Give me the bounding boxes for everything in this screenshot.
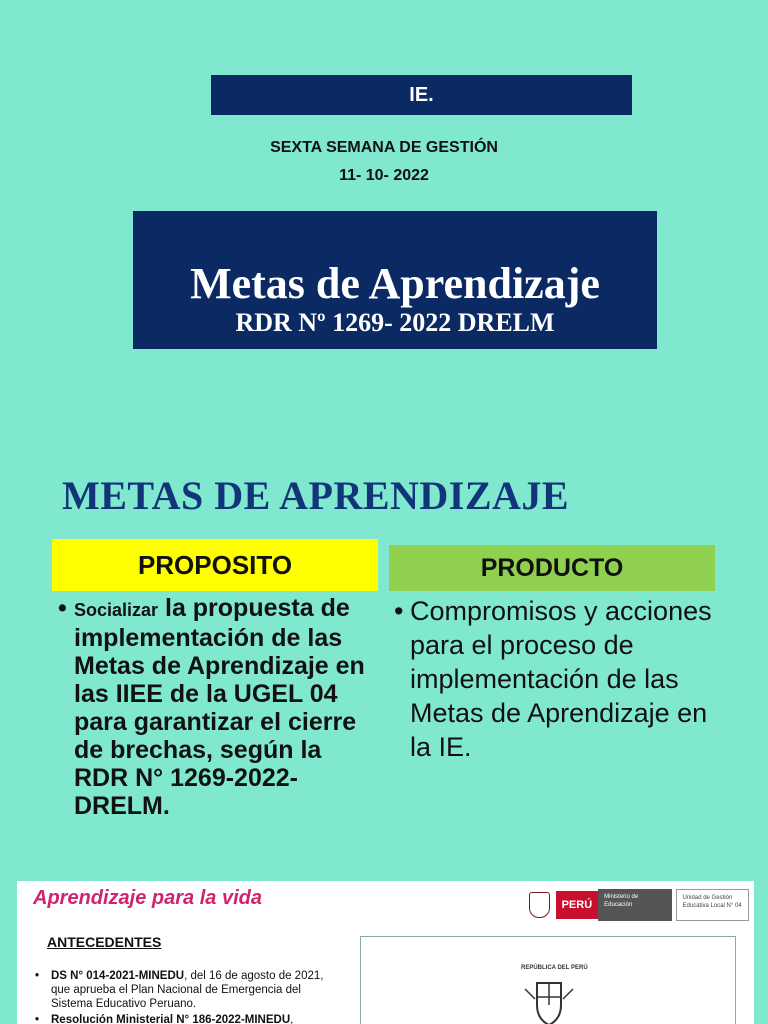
item-lead: DS N° 014-2021-MINEDU (51, 970, 185, 982)
title-box (133, 211, 657, 349)
main-subtitle: RDR Nº 1269- 2022 DRELM (235, 308, 555, 337)
proposito-lead: Socializar (74, 600, 159, 620)
proposito-bullet (58, 594, 378, 820)
item-text: , (290, 1014, 294, 1024)
document-logos (529, 888, 749, 922)
proposito-header (52, 539, 378, 591)
producto-bullet (394, 594, 724, 764)
ugel-logo: Unidad de Gestión Educativa Local N° 04 (676, 889, 750, 921)
producto-text: Compromisos y acciones para el proceso de implementación de las Metas de Aprendizaje en la IE. (410, 596, 712, 762)
bullet-icon: • (35, 970, 40, 982)
embedded-document (17, 881, 754, 1024)
producto-label: PRODUCTO (480, 553, 624, 582)
item-text: , del 16 de agosto de 2021, que aprueba el Plan Nacional de Emergencia del Sistema Educativo Peruano. (51, 970, 324, 1010)
document-slogan: Aprendizaje para la vida (33, 887, 262, 909)
peru-logo: PERÚ (556, 891, 599, 919)
crest-label: REPÚBLICA DEL PERÚ (521, 965, 588, 971)
item-lead: Resolución Ministerial N° 186-2022-MINEDU (51, 1014, 291, 1024)
bullet-icon: • (394, 596, 404, 626)
section-heading: METAS DE APRENDIZAJE (62, 473, 570, 518)
ie-label: IE. (409, 83, 434, 106)
bullet-icon: • (35, 1014, 40, 1024)
week-line: SEXTA SEMANA DE GESTIÓN (270, 139, 498, 156)
proposito-text (74, 594, 378, 820)
ministry-logo: Ministerio de Educación (598, 889, 671, 921)
proposito-body: la propuesta de implementación de las Metas de Aprendizaje en las IIEE de la UGEL 04 para garantizar el cierre de brechas, según la RDR N° 1269-2022-DRELM. (74, 594, 365, 820)
list-item (35, 969, 335, 1011)
main-title: Metas de Aprendizaje (190, 259, 600, 308)
date-line: 11- 10- 2022 (339, 167, 429, 184)
shield-icon (529, 892, 550, 918)
coat-of-arms-icon (523, 979, 575, 1024)
antecedentes-list (35, 969, 335, 1024)
document-frame (360, 936, 736, 1024)
list-item (35, 1013, 335, 1024)
proposito-label: PROPOSITO (137, 549, 293, 580)
producto-header (389, 545, 715, 591)
bullet-icon: • (58, 594, 67, 622)
antecedentes-title: ANTECEDENTES (47, 934, 162, 950)
ie-label-bar (211, 75, 632, 115)
